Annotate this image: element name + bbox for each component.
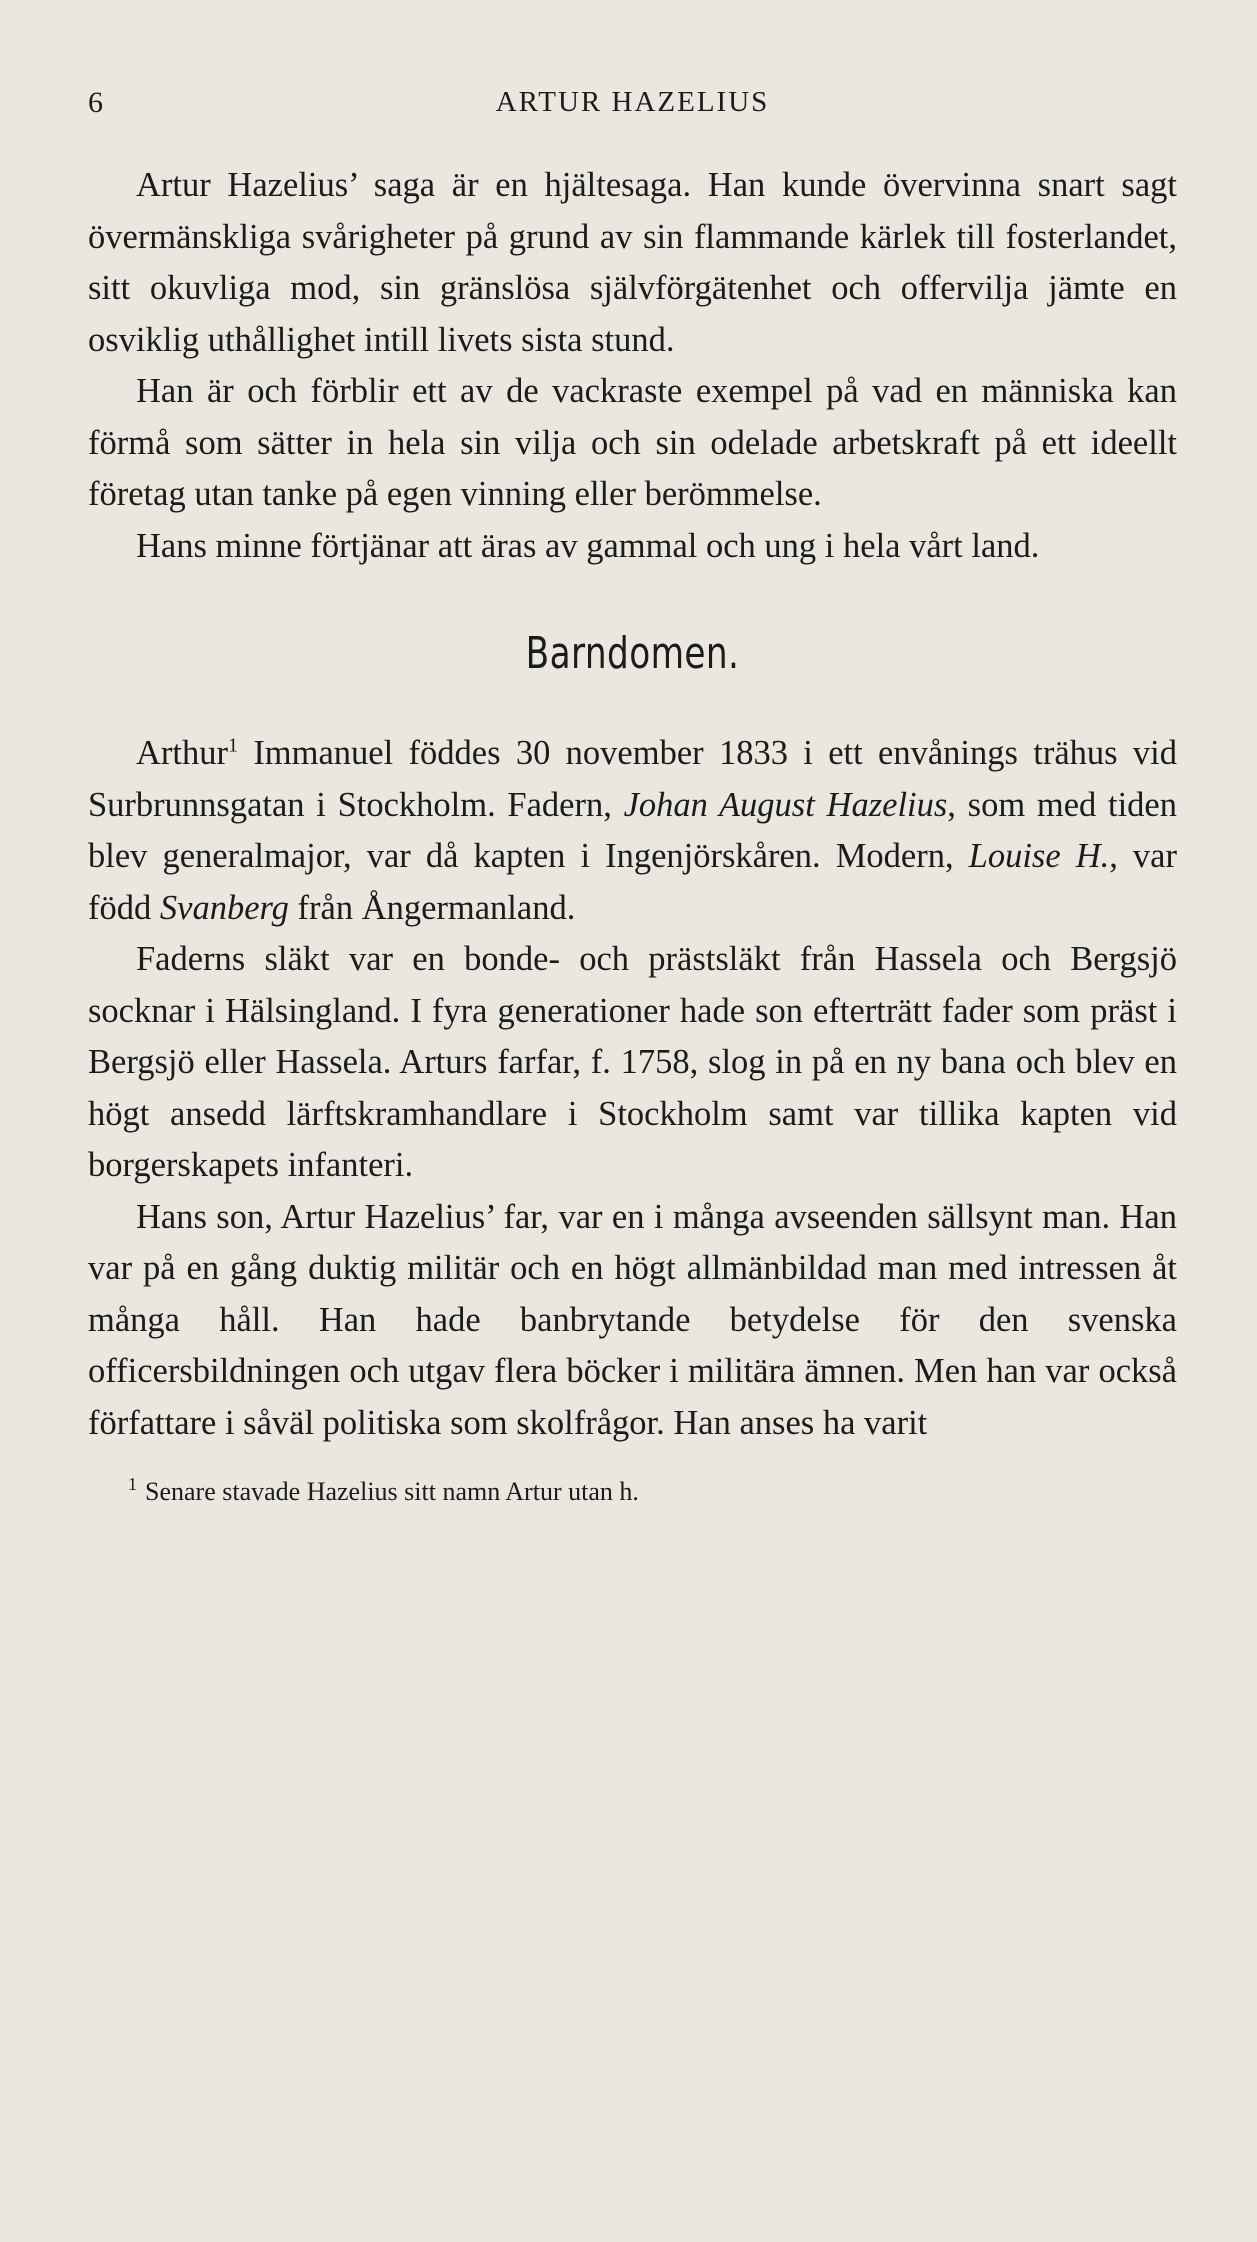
text-birth-details: Immanuel föddes 30 november 1833 i ett envånings trähus vid Surbrunnsgatan i Stockholm. Fadern, (88, 734, 1177, 824)
text-father-career: , som med tiden blev generalmajor, var då kapten i Ingenjörskåren. Modern, (88, 785, 1177, 875)
footnote-reference: 1 (227, 734, 238, 757)
paragraph-family: Faderns släkt var en bonde- och prästsläkt från Hassela och Bergsjö socknar i Hälsingland. I fyra generationer hade son efterträtt fader som präst i Bergsjö eller Hassela. Arturs farfar, f. 1758, slog in på en ny bana och blev en högt ansedd lärftskramhandlare i Stockholm samt var tillika kapten vid borgerskapets infanteri. (88, 940, 1177, 1184)
text-origin: från Ångermanland. (288, 888, 576, 927)
footnote-text: Senare stavade Hazelius sitt namn Artur utan h. (145, 1477, 639, 1506)
body-text-barndomen (88, 728, 1177, 1449)
mother-name: Louise H. (968, 837, 1110, 875)
running-title: ARTUR HAZELIUS (495, 86, 770, 118)
page-number: 6 (88, 86, 103, 119)
footnote (88, 1475, 1177, 1509)
paragraph-father: Hans son, Artur Hazelius’ far, var en i många avseenden sällsynt man. Han var på en gång duktig militär och en högt allmänbildad man med intressen åt många håll. Han hade banbrytande betydelse för den svenska officersbildningen och utgav flera böcker i militära ämnen. Men han var också författare i såväl politiska som skolfrågor. Han anses ha varit (88, 1197, 1177, 1442)
text-arthur: Arthur (136, 734, 228, 772)
footnote-marker: 1 (128, 1474, 137, 1495)
father-name: Johan August Hazelius (623, 785, 948, 824)
paragraph-intro-3: Hans minne förtjänar att äras av gammal och ung i hela vårt land. (136, 526, 1040, 565)
text-born: , var född (88, 837, 1177, 927)
paragraph-birth (88, 728, 1177, 934)
book-page (0, 86, 1257, 2242)
section-heading: Barndomen. (525, 628, 740, 679)
paragraph-intro-2: Han är och förblir ett av de vackraste exempel på vad en människa kan förmå som sätter in hela sin vilja och sin odelade arbetskraft på ett ideellt företag utan tanke på egen vinning eller berömmelse. (88, 372, 1177, 513)
body-text-intro (88, 160, 1177, 572)
mother-maiden-name: Svanberg (159, 888, 289, 927)
running-head (88, 86, 1177, 156)
paragraph-intro-1: Artur Hazelius’ saga är en hjältesaga. Han kunde övervinna snart sagt övermänskliga svårigheter på grund av sin flammande kärlek till fosterlandet, sitt okuvliga mod, sin gränslösa självförgätenhet och offervilja jämte en osviklig uthållighet intill livets sista stund. (88, 166, 1177, 359)
